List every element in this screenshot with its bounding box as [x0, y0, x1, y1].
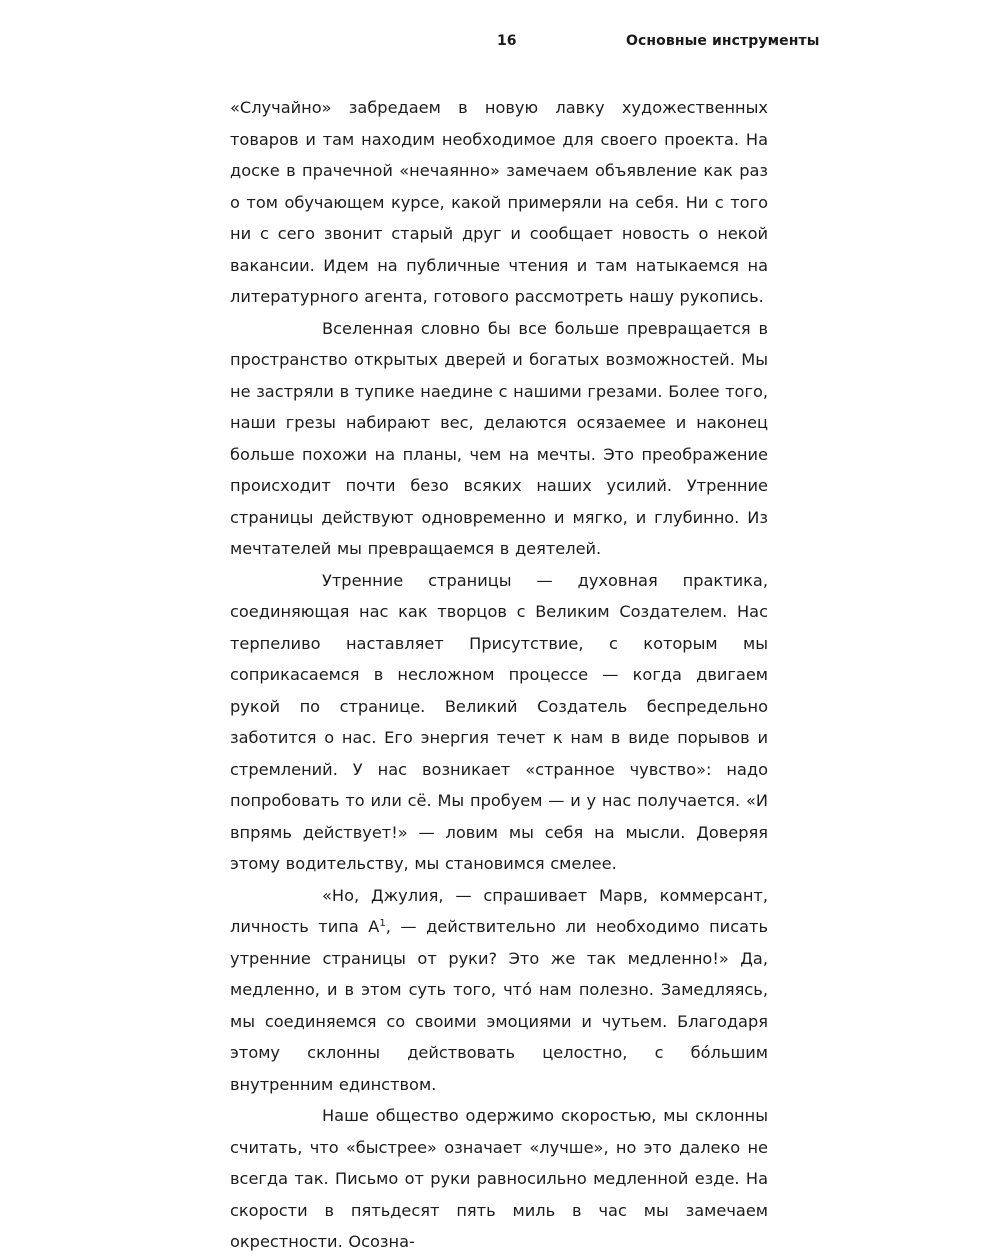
page-header	[0, 33, 1000, 55]
paragraph-5: Наше общество одержимо скоростью, мы склонны считать, что «быстрее» означает «лучше», но это далеко не всегда так. Письмо от руки равносильно медленной езде. На скорости в пятьдесят пять миль в час мы замечаем окрестности. Осозна-	[230, 1106, 768, 1251]
body-text	[230, 92, 768, 1258]
running-head: Основные инструменты	[626, 33, 820, 49]
paragraph-4	[230, 880, 768, 1101]
paragraph-4-text-end: , — действительно ли необходимо писать утренние страницы от руки? Это же так медленно!» Да, медленно, и в этом суть того, что́ нам полезно. Замедляясь, мы соединяемся со своими эмоциями и чутьем. Благодаря этому склонны действовать целостно, с бо́льшим внутренним единством.	[230, 917, 768, 1094]
footnote-marker: 1	[379, 918, 386, 929]
paragraph-1: «Случайно» забредаем в новую лавку художественных товаров и там находим необходимое для своего проекта. На доске в прачечной «нечаянно» замечаем объявление как раз о том обучающем курсе, какой примеряли на себя. Ни с того ни с сего звонит старый друг и сообщает новость о некой вакансии. Идем на публичные чтения и там натыкаемся на литературного агента, готового рассмотреть нашу рукопись.	[230, 98, 768, 306]
paragraph-2: Вселенная словно бы все больше превращается в пространство открытых дверей и богатых возможностей. Мы не застряли в тупике наедине с нашими грезами. Более того, наши грезы набирают вес, делаются осязаемее и наконец больше похожи на планы, чем на мечты. Это преображение происходит почти безо всяких наших усилий. Утренние страницы действуют одновременно и мягко, и глубинно. Из мечтателей мы превращаемся в деятелей.	[230, 318, 768, 558]
page-number: 16	[497, 33, 517, 49]
paragraph-3: Утренние страницы — духовная практика, соединяющая нас как творцов с Великим Создателем. Нас терпеливо наставляет Присутствие, с которым мы соприкасаемся в несложном процессе — когда двигаем рукой по странице. Великий Создатель беспредельно заботится о нас. Его энергия течет к нам в виде порывов и стремлений. У нас возникает «странное чувство»: надо попробовать то или сё. Мы пробуем — и у нас получается. «И впрямь действует!» — ловим мы себя на мысли. Доверяя этому водительству, мы становимся смелее.	[230, 570, 768, 873]
paragraph-4-text-start: «Но, Джулия, — спрашивает Марв, коммерсант, личность типа А	[230, 885, 768, 936]
